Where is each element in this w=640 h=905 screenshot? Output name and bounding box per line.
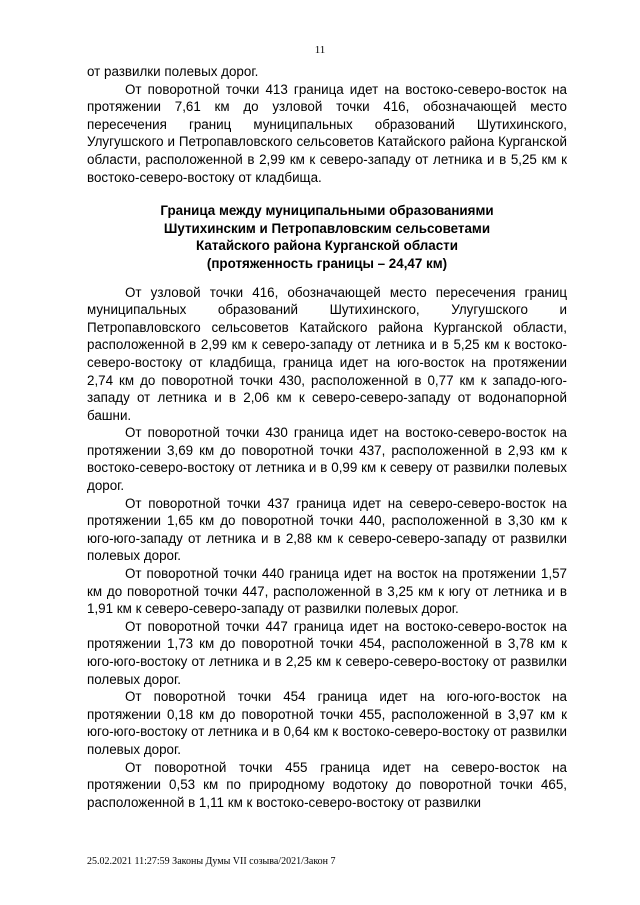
paragraph: От поворотной точки 454 граница идет на юго-юго-восток на протяжении 0,18 км до поворотной точки 455, расположенной в 3,97 км к юго-юго-востоку от летника и в 0,64 км к востоко-северо-востоку от развилки полевых дорог. — [87, 689, 567, 757]
heading-line: (протяженность границы – 24,47 км) — [206, 255, 448, 271]
paragraph: От поворотной точки 447 граница идет на востоко-северо-восток на протяжении 1,73 км до поворотной точки 454, расположенной в 3,78 км к юго-юго-востоку от летника и в 2,25 км к северо-северо-востоку от развилки полевых дорог. — [87, 618, 567, 687]
heading-line: Шутихинским и Петропавловским сельсоветами — [163, 220, 491, 236]
heading-line: Катайского района Курганской области — [196, 238, 458, 254]
document-body — [87, 63, 567, 811]
paragraph-continuation: от развилки полевых дорог. — [87, 64, 259, 79]
paragraph: От поворотной точки 430 граница идет на востоко-северо-восток на протяжении 3,69 км до поворотной точки 437, расположенной в 2,93 км к востоко-северо-востоку от летника и в 0,99 км к северу от развилки полевых дорог. — [87, 425, 567, 494]
heading-line: Граница между муниципальными образованиями — [160, 203, 494, 219]
paragraph: От поворотной точки 437 граница идет на северо-северо-восток на протяжении 1,65 км до поворотной точки 440, расположенной в 3,30 км к юго-юго-западу от летника и в 2,88 км к северо-северо-западу от развилки полевых дорог. — [87, 495, 567, 564]
paragraph: От поворотной точки 440 граница идет на восток на протяжении 1,57 км до поворотной точки 447, расположенной в 3,25 км к югу от летника и в 1,91 км к северо-северо-западу от развилки полевых дорог. — [87, 566, 567, 617]
section-heading — [87, 202, 567, 272]
paragraph: От поворотной точки 413 граница идет на востоко-северо-восток на протяжении 7,61 км до узловой точки 416, обозначающей место пересечения границ муниципальных образований Шутихинского, Улугушского и Петропавловского сельсоветов Катайского района Курганской области, расположенной в 2,99 км к северо-западу от летника и в 5,25 км к востоко-северо-востоку от кладбища. — [87, 81, 567, 185]
page-footer: 25.02.2021 11:27:59 Законы Думы VII созыва/2021/Закон 7 — [87, 856, 336, 867]
paragraph: От поворотной точки 455 граница идет на северо-восток на протяжении 0,53 км по природному водотоку до поворотной точки 465, расположенной в 1,11 км к востоко-северо-востоку от развилки — [87, 759, 567, 810]
paragraph: От узловой точки 416, обозначающей место пересечения границ муниципальных образований Шутихинского, Улугушского и Петропавловского сельсоветов Катайского района Курганской области, расположенной в 2,99 км к северо-западу от летника и в 5,25 км к востоко-северо-востоку от кладбища, граница идет на юго-восток на протяжении 2,74 км до поворотной точки 430, расположенной в 0,77 км к западо-юго-западу от летника и в 2,06 км к северо-северо-западу от водонапорной башни. — [87, 284, 567, 423]
page-number: 11 — [314, 44, 326, 56]
